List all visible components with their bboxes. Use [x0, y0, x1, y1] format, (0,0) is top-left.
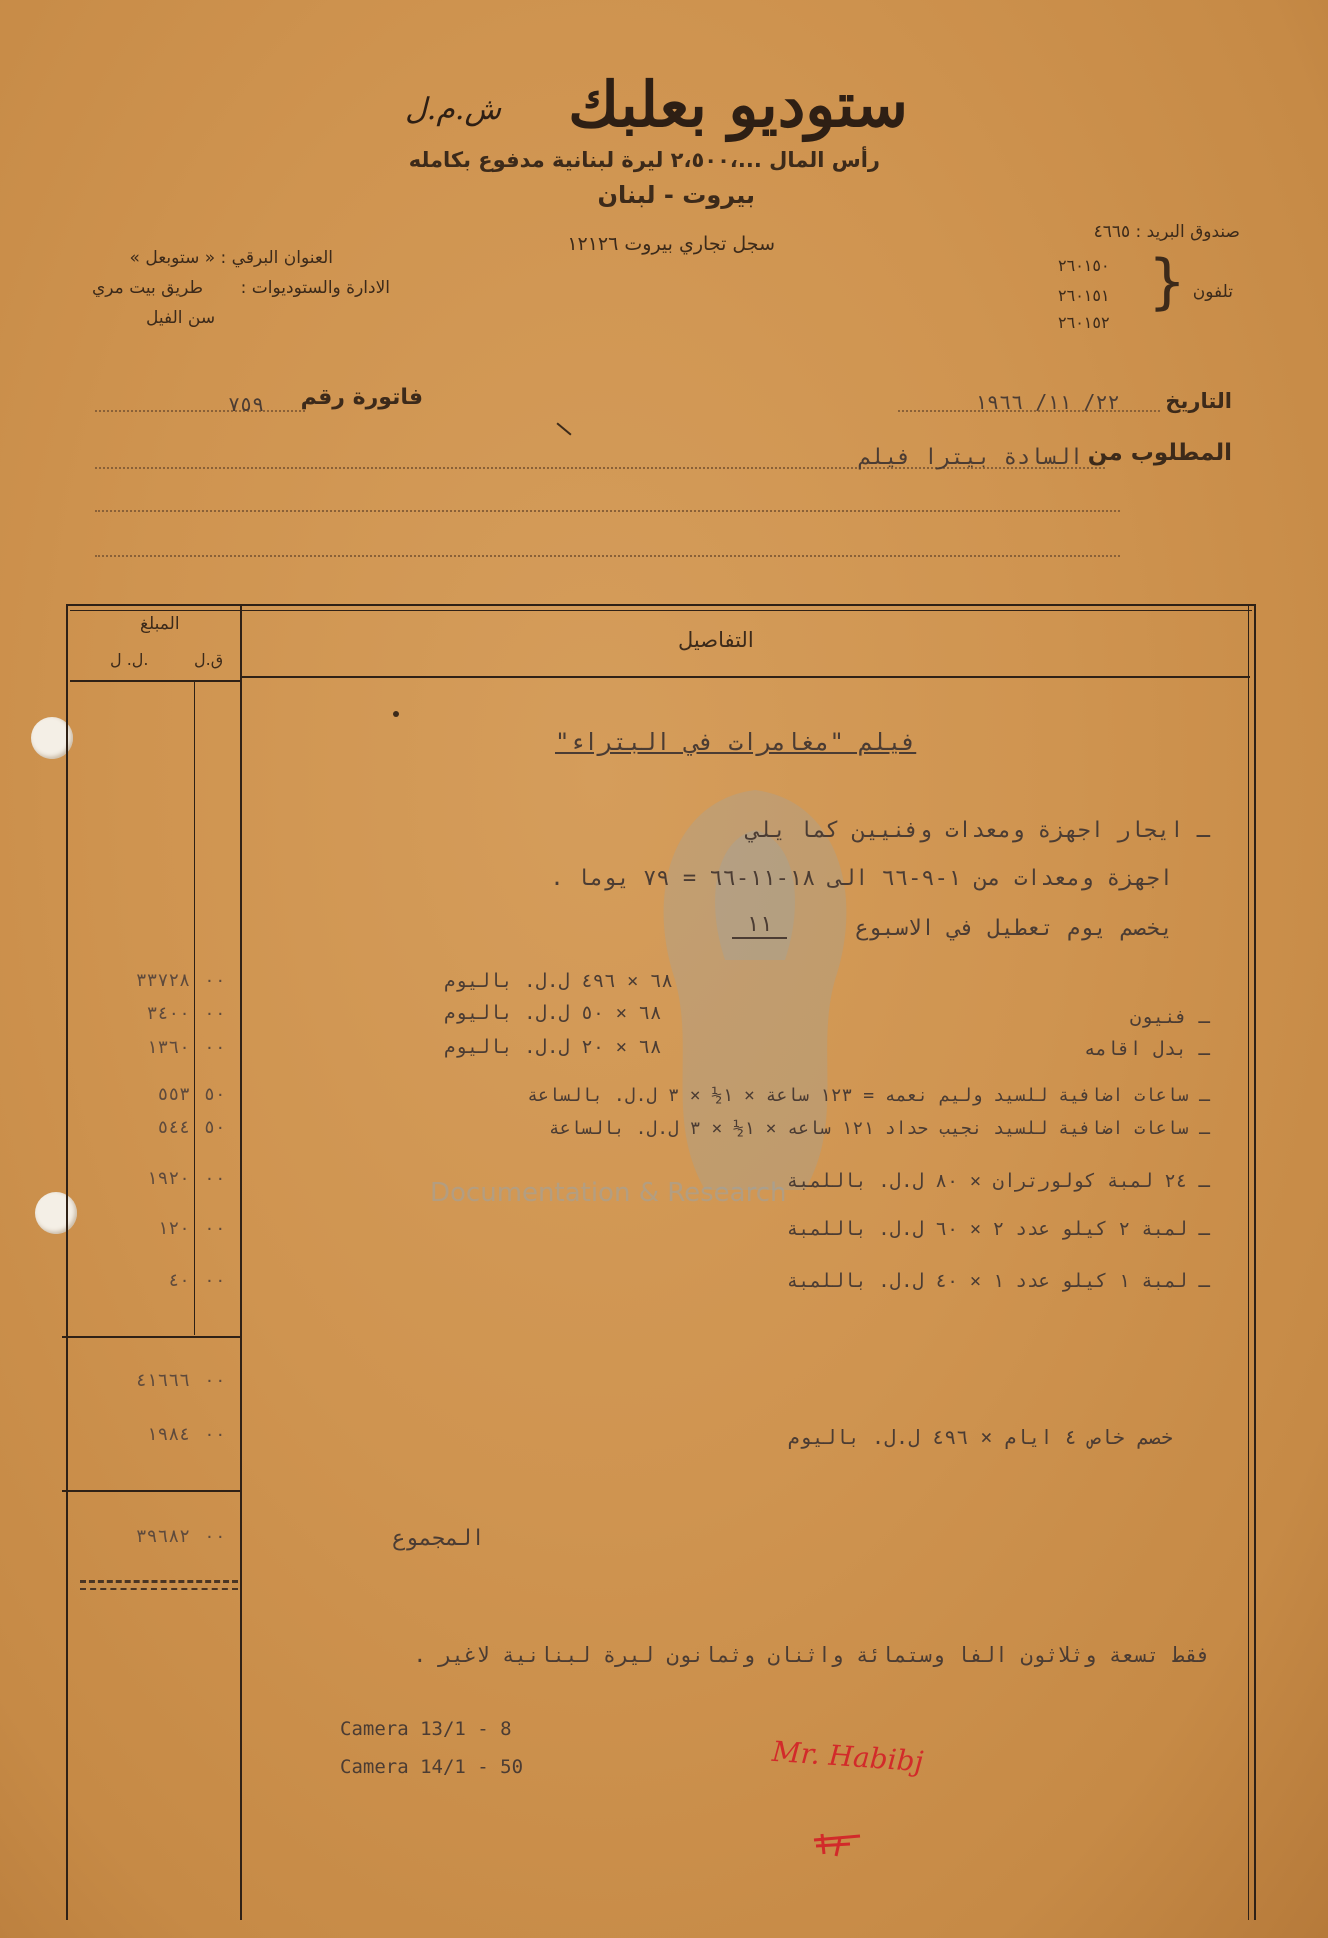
intro-line-1: ـ ايجار اجهزة ومعدات وفنيين كما يلي — [746, 818, 1210, 843]
row-amount: ١٩٢٠ — [146, 1168, 190, 1189]
date-value: ٢٢/ ١١/ ١٩٦٦ — [975, 390, 1120, 414]
row-amount: ١٢٠ — [157, 1218, 190, 1239]
row-cents: ٥٠ — [204, 1084, 226, 1105]
table-right-border-inner — [1248, 604, 1249, 1920]
discount-amount: ١٩٨٤ — [146, 1424, 190, 1445]
total-label: المجموع — [392, 1526, 485, 1551]
company-name: ستوديو بعلبك — [568, 68, 908, 141]
row-label: ـ لمبة ١ كيلو عدد ١ × ٤٠ ل.ل. باللمبة — [786, 1270, 1210, 1292]
row-label: ـ ٢٤ لمبة كولورتران × ٨٠ ل.ل. باللمبة — [786, 1170, 1210, 1192]
company-suffix: ش.م.ل — [405, 92, 502, 127]
amount-in-words: فقط تسعة وثلاثون الفا وستمائة واثنان وثمانون ليرة لبنانية لاغير . — [413, 1643, 1210, 1667]
commercial-registry: سجل تجاري بيروت ١٢١٢٦ — [567, 233, 775, 255]
row-amount: ١٣٦٠ — [146, 1037, 190, 1058]
requested-from-label: المطلوب من — [1087, 440, 1232, 466]
total-double-dash — [80, 1580, 238, 1583]
phone-2: ٢٦٠١٥١ — [1058, 286, 1110, 305]
admin-label: الادارة والستوديوات : — [240, 278, 390, 298]
row-calc: ٦٨ × ٢٠ ل.ل. باليوم — [444, 1036, 662, 1058]
admin-address-line1: طريق بيت مري — [92, 278, 203, 298]
amount-column-divider — [240, 604, 242, 1920]
total-cents: ٠٠ — [204, 1526, 226, 1547]
table-right-border — [1254, 604, 1256, 1920]
row-amount: ٥٥٣ — [157, 1084, 190, 1105]
amount-header-bottom-border — [70, 680, 240, 682]
phone-1: ٢٦٠١٥٠ — [1058, 256, 1110, 275]
total-rule — [62, 1490, 240, 1492]
table-top-border — [66, 604, 1256, 606]
requested-from-value: السادة بيترا فيلم — [858, 445, 1084, 470]
row-cents: ٠٠ — [204, 1037, 226, 1058]
amount-header: المبلغ — [140, 614, 180, 634]
intro-line-3: يخصم يوم تعطيل في الاسبوع — [855, 916, 1173, 941]
po-box: صندوق البريد : ٤٦٦٥ — [1093, 222, 1240, 242]
row-amount: ٥٤٤ — [157, 1117, 190, 1138]
row-cents: ٠٠ — [204, 1003, 226, 1024]
total-amount: ٣٩٦٨٢ — [135, 1526, 190, 1547]
row-label: ـ بدل اقامه — [1084, 1038, 1210, 1060]
row-cents: ٥٠ — [204, 1117, 226, 1138]
subtotal-cents: ٠٠ — [204, 1370, 226, 1391]
date-label: التاريخ — [1165, 389, 1232, 413]
camera-note-2: Camera 14/1 - 50 — [340, 1756, 524, 1778]
film-title: فيلم "مغامرات في البتراء" — [555, 728, 917, 756]
row-amount: ٣٤٠٠ — [146, 1003, 190, 1024]
total-double-dash-2 — [80, 1588, 238, 1590]
row-cents: ٠٠ — [204, 1270, 226, 1291]
pencil-mark — [556, 422, 571, 435]
row-label: ـ فنيون — [1129, 1006, 1210, 1028]
city-line: بيروت - لبنان — [597, 181, 755, 209]
capital-line: رأس المال ...،٢،٥٠٠ ليرة لبنانية مدفوع بكامله — [408, 148, 880, 172]
discount-label: خصم خاص ٤ ايام × ٤٩٦ ل.ل. باليوم — [787, 1425, 1173, 1449]
intro-line-3-value: ١١ — [732, 912, 787, 939]
phone-brace: } — [1148, 247, 1187, 317]
row-amount: ٤٠ — [168, 1270, 190, 1291]
currency-qs: ق.ل — [194, 650, 224, 669]
row-label: ـ ساعات اضافية للسيد نجيب حداد ١٢١ ساعه × ١½ × ٣ ل.ل. بالساعة — [548, 1118, 1210, 1139]
subtotal-amount: ٤١٦٦٦ — [135, 1370, 190, 1391]
row-calc: ٦٨ × ٤٩٦ ل.ل. باليوم — [444, 970, 673, 992]
requested-dotted-line-2 — [95, 500, 1120, 512]
row-cents: ٠٠ — [204, 1168, 226, 1189]
intro-line-2: اجهزة ومعدات من ١-٩-٦٦ الى ١٨-١١-٦٦ = ٧٩ يوما . — [550, 866, 1173, 891]
header-bottom-border — [240, 676, 1250, 678]
telegraph-address: العنوان البرقي : « ستوبعل » — [129, 248, 333, 268]
details-header: التفاصيل — [678, 628, 754, 652]
phone-3: ٢٦٠١٥٢ — [1058, 313, 1110, 332]
currency-ll: ل. ل. — [110, 650, 149, 669]
invoice-number: ٧٥٩ — [228, 392, 265, 416]
handwritten-note: Mr. Habibj — [771, 1734, 925, 1779]
phone-label: تلفون — [1192, 282, 1233, 302]
camera-note-1: Camera 13/1 - 8 — [340, 1718, 512, 1740]
red-checkmark — [810, 1830, 870, 1860]
table-left-border — [66, 604, 68, 1920]
subtotal-rule — [62, 1336, 240, 1338]
stray-dot — [393, 711, 399, 717]
discount-cents: ٠٠ — [204, 1424, 226, 1445]
admin-address-line2: سن الفيل — [146, 308, 216, 328]
row-calc: ٦٨ × ٥٠ ل.ل. باليوم — [444, 1002, 662, 1024]
row-cents: ٠٠ — [204, 970, 226, 991]
row-label: ـ لمبة ٢ كيلو عدد ٢ × ٦٠ ل.ل. باللمبة — [786, 1218, 1210, 1240]
invoice-number-label: فاتورة رقم — [300, 385, 423, 410]
watermark-text: Documentation & Research — [430, 1178, 787, 1208]
cents-column-divider — [194, 680, 195, 1335]
invoice-number-dotted-line — [95, 398, 305, 412]
row-amount: ٣٣٧٢٨ — [135, 970, 190, 991]
requested-dotted-line-3 — [95, 545, 1120, 557]
punch-hole-bottom — [35, 1192, 77, 1234]
row-label: ـ ساعات اضافية للسيد وليم نعمه = ١٢٣ ساعة × ١½ × ٣ ل.ل. بالساعة — [527, 1085, 1210, 1106]
table-top-border-inner — [70, 610, 1252, 611]
row-cents: ٠٠ — [204, 1218, 226, 1239]
